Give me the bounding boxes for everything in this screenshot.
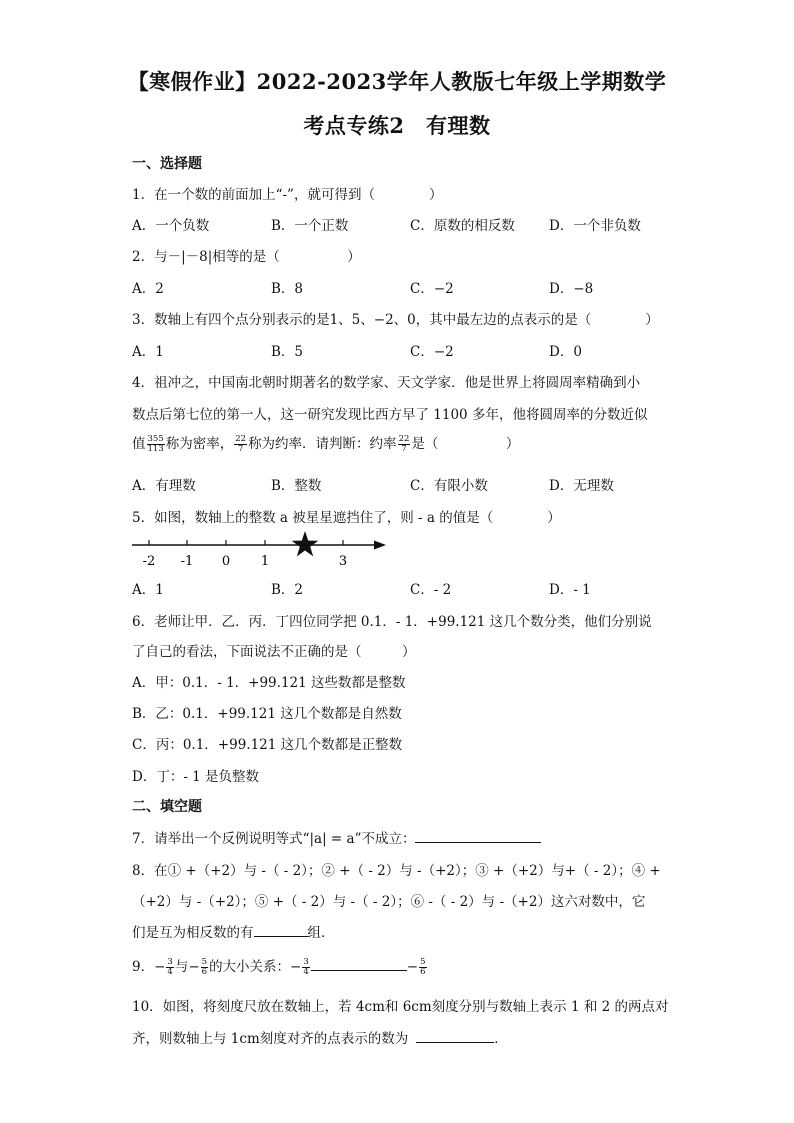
q1-option-b: B．一个正数 — [271, 218, 349, 234]
q5-option-d: D．- 1 — [549, 582, 591, 598]
question-6-line-1: 6．老师让甲．乙．丙．丁四位同学把 0.1．- 1．+99.121 这几个数分类，他们分别说 — [132, 614, 652, 630]
q4-option-b: B．整数 — [271, 478, 322, 494]
title-line-1: 【寒假作业】2022-2023学年人教版七年级上学期数学 — [127, 69, 667, 94]
q10-text-b: ． — [494, 1031, 508, 1047]
q6-option-d: D．丁：- 1 是负整数 — [132, 769, 260, 785]
question-8-line-1: 8．在① +（+2）与 -（ - 2）；② +（ - 2）与 -（+2）；③ +（+2）与+（ - 2）；④ + — [132, 863, 661, 879]
question-5: 5．如图，数轴上的整数 a 被星星遮挡住了，则 - a 的值是（ ） — [132, 510, 561, 526]
q3-option-d: D．0 — [549, 344, 582, 360]
q8-text-b: 组． — [307, 925, 335, 941]
answer-blank[interactable] — [415, 830, 541, 843]
q9-text-a: 9．− — [132, 959, 166, 975]
question-8-line-2: （+2）与 -（+2）；⑤ +（ - 2）与 -（ - 2）；⑥ -（ - 2）与 -（+2）这六对数中，它 — [132, 894, 646, 910]
q5-option-c: C．- 2 — [410, 582, 452, 598]
fraction-numerator: 3 — [303, 957, 309, 967]
fraction-5-6 — [201, 958, 208, 977]
fraction-numerator: 22 — [398, 434, 410, 444]
q9-text-b: 与− — [174, 959, 200, 975]
q7-stem: 7．请举出一个反例说明等式“|a| = a”不成立： — [132, 831, 416, 847]
answer-blank[interactable] — [311, 958, 407, 971]
axis-label-minus-1: -1 — [180, 554, 194, 569]
q8-text-a: 们是互为相反数的有 — [132, 925, 254, 941]
fraction-355-113 — [147, 435, 165, 454]
title-line-2: 考点专练2 有理数 — [303, 113, 491, 138]
arrow-right-icon — [374, 541, 386, 550]
q2-option-a: A．2 — [132, 281, 164, 297]
q4-text-c: 称为约率．请判断：约率 — [248, 436, 397, 452]
question-9 — [132, 955, 428, 977]
q4-text-b: 称为密率， — [165, 436, 234, 452]
q10-text-a: 齐，则数轴上与 1cm刻度对齐的点表示的数为 — [132, 1031, 409, 1047]
star-icon — [292, 531, 319, 556]
q9-text-e: − — [406, 959, 419, 975]
question-10-line-2 — [132, 1027, 508, 1047]
fraction-denominator: 6 — [420, 967, 426, 977]
q1-option-a: A．一个负数 — [132, 218, 210, 234]
q2-option-c: C．−2 — [410, 281, 454, 297]
axis-label-3: 3 — [338, 554, 348, 569]
question-8-line-3 — [132, 921, 335, 941]
fraction-5-6-second — [419, 958, 426, 977]
answer-blank[interactable] — [254, 924, 308, 937]
fraction-denominator: 7 — [237, 444, 244, 454]
question-4-line-3 — [132, 432, 519, 454]
q5-option-b: B．2 — [271, 582, 304, 598]
q4-option-a: A．有理数 — [132, 478, 196, 494]
q1-option-c: C．原数的相反数 — [410, 218, 515, 234]
fraction-denominator: 4 — [303, 967, 309, 977]
section-fill-blank: 二、填空题 — [132, 799, 202, 815]
fraction-denominator: 113 — [147, 444, 164, 454]
q4-option-d: D．无理数 — [549, 478, 614, 494]
answer-blank[interactable] — [416, 1030, 494, 1043]
fraction-22-7-second — [398, 435, 411, 454]
q6-option-b: B．乙：0.1．+99.121 这几个数都是自然数 — [132, 706, 402, 722]
section-choice: 一、选择题 — [132, 156, 202, 172]
q2-option-d: D．−8 — [549, 281, 594, 297]
fraction-numerator: 355 — [147, 434, 164, 444]
question-6-line-2: 了自己的看法，下面说法不正确的是（ ） — [132, 644, 416, 660]
q3-option-c: C．−2 — [410, 344, 454, 360]
question-4-line-2: 数点后第七位的第一人，这一研究发现比西方早了 1100 多年，他将圆周率的分数近似 — [132, 407, 648, 423]
axis-label-minus-2: -2 — [142, 554, 156, 569]
q6-option-c: C．丙：0.1．+99.121 这几个数都是正整数 — [132, 737, 403, 753]
q3-option-b: B．5 — [271, 344, 304, 360]
q6-option-a: A．甲：0.1．- 1．+99.121 这些数都是整数 — [132, 675, 406, 691]
q5-option-a: A．1 — [132, 582, 164, 598]
q4-text-a: 值 — [132, 436, 146, 452]
fraction-numerator: 5 — [201, 957, 208, 967]
q4-option-c: C．有限小数 — [410, 478, 488, 494]
fraction-denominator: 6 — [201, 967, 208, 977]
q4-text-d: 是（ ） — [411, 436, 520, 452]
fraction-3-4-second — [302, 958, 309, 977]
question-2: 2．与－|－8|相等的是（ ） — [132, 249, 361, 265]
question-10-line-1: 10．如图，将刻度尺放在数轴上，若 4cm和 6cm刻度分别与数轴上表示 1 和 2 的两点对 — [132, 999, 669, 1015]
fraction-numerator: 22 — [235, 434, 247, 444]
q3-option-a: A．1 — [132, 344, 164, 360]
fraction-numerator: 3 — [167, 957, 173, 967]
q9-text-c: 的大小关系：− — [209, 959, 302, 975]
fraction-3-4 — [166, 958, 173, 977]
q1-option-d: D．一个非负数 — [549, 218, 641, 234]
q2-option-b: B．8 — [271, 281, 304, 297]
axis-label-1: 1 — [260, 554, 270, 569]
fraction-denominator: 4 — [167, 967, 173, 977]
number-line-figure — [128, 528, 390, 574]
fraction-22-7 — [234, 435, 247, 454]
fraction-numerator: 5 — [420, 957, 426, 967]
question-4-line-1: 4．祖冲之，中国南北朝时期著名的数学家、天文学家．他是世界上将圆周率精确到小 — [132, 375, 641, 391]
axis-label-0: 0 — [221, 554, 231, 569]
question-1: 1．在一个数的前面加上“-”，就可得到（ ） — [132, 187, 443, 203]
question-7 — [132, 827, 541, 847]
question-3: 3．数轴上有四个点分别表示的是1、5、−2、0，其中最左边的点表示的是（ ） — [132, 312, 659, 328]
fraction-denominator: 7 — [401, 444, 407, 454]
